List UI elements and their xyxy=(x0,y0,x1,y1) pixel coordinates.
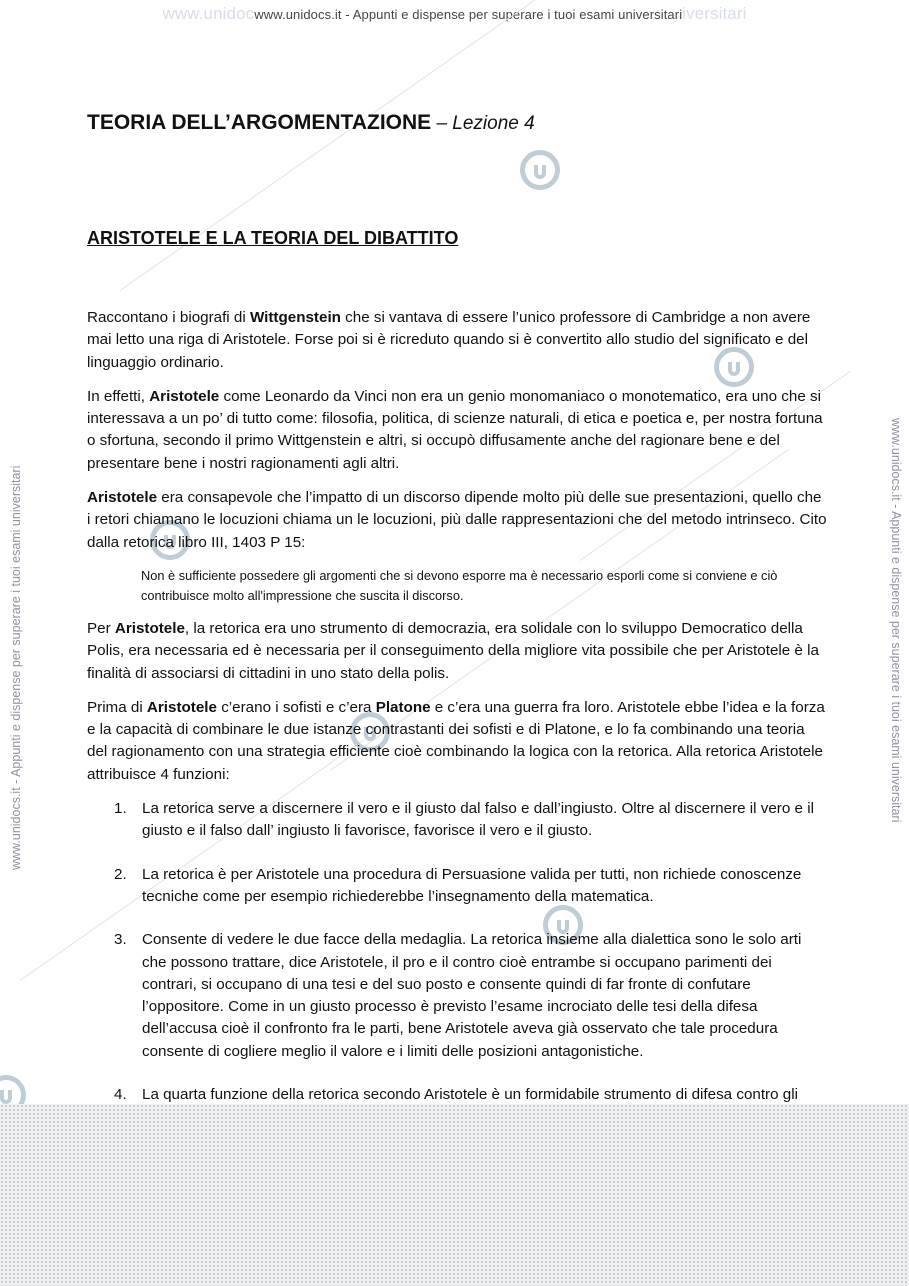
text-run: c’erano i sofisti e c’era xyxy=(216,698,376,716)
list-number: 2. xyxy=(114,865,127,883)
watermark-top-text: www.unidocs.it - Appunti e dispense per superare i tuoi esami universitari xyxy=(254,7,683,22)
section-heading: ARISTOTELE E LA TEORIA DEL DIBATTITO xyxy=(87,228,459,248)
list-text: La retorica è per Aristotele una procedura di Persuasione valida per tutti, non richiede conoscenze tecniche come per esempio richiederebbe l’insegnamento della matematica. xyxy=(142,865,802,905)
watermark-side-left: www.unidocs.it - Appunti e dispense per superare i tuoi esami universitari xyxy=(9,465,23,870)
bold-name: Platone xyxy=(375,698,431,716)
watermark-ghost-left: www.unidoc xyxy=(162,4,255,23)
page-title xyxy=(87,108,827,139)
paragraph xyxy=(87,697,827,786)
title-main: TEORIA DELL’ARGOMENTAZIONE xyxy=(87,111,432,134)
list-number: 3. xyxy=(114,931,127,949)
text-run: che si vantava di essere l’unico professore di Cambridge a non avere mai letto una riga di Aristotele. Forse poi si è ricreduto quando si è convertito allo studio del significato e del linguaggio ordinario. xyxy=(87,309,811,371)
document-body xyxy=(87,307,827,1150)
list-text: Consente di vedere le due facce della medaglia. La retorica insieme alla dialettica sono le solo arti che possono trattare, dice Aristotele, il pro e il contro cioè entrambe si occupano parimenti dei contrari, si occupano di una tesi e del suo posto e consente quindi di far fronte di confutare l’oppositore. Come in un giusto processo è previsto l’esame incrociato delle tesi della difesa dell’accusa cioè il confronto fra le parti, bene Aristotele aveva già osservato che tale procedura consente di cogliere meglio il valore e i limiti delle posizioni antagonistiche. xyxy=(142,931,802,1060)
text-run: e c’era una guerra fra loro. Aristotele ebbe l’idea e la forza e la capacità di combinare le due istanze contrastanti dei sofisti e di Platone, e lo fa combinando una teoria del ragionamento con una strategia efficiente cioè combinando la logica con la retorica. Alla retorica Aristotele attribuisce 4 funzioni: xyxy=(87,698,825,783)
watermark-header xyxy=(0,4,909,24)
text-run: Prima di xyxy=(87,698,147,716)
list-text: La retorica serve a discernere il vero e il giusto dal falso e dall’ingiusto. Oltre al discernere il vero e il giusto e il falso dall’ ingiusto li favorisce, favorisce il vero e il giusto. xyxy=(142,800,814,840)
watermark-side-right: www.unidocs.it - Appunti e dispense per superare i tuoi esami universitari xyxy=(889,418,903,823)
text-run: Per xyxy=(87,619,115,637)
list-item xyxy=(87,929,827,1063)
block-quote: Non è sufficiente possedere gli argomenti che si devono esporre ma è necessario esporli come si conviene e ciò contribuisce molto all'impressione che suscita il discorso. xyxy=(141,567,778,603)
document-header xyxy=(87,108,827,139)
list-item xyxy=(87,864,827,909)
bold-name: Aristotele xyxy=(87,489,158,507)
bold-name: Wittgenstein xyxy=(249,309,341,326)
functions-list xyxy=(87,798,827,1129)
list-number: 4. xyxy=(114,1086,127,1104)
bold-name: Aristotele xyxy=(146,698,217,716)
unidocs-logo-icon xyxy=(520,150,560,190)
paragraph xyxy=(87,487,827,554)
paragraph xyxy=(87,386,827,475)
text-run: , la retorica era uno strumento di democrazia, era solidale con lo sviluppo Democratico della Polis, era necessaria ed è necessaria per il conseguimento della migliore vita possibile che per Aristotele è la finalità di associarsi di cittadini in uno stato della polis. xyxy=(87,619,819,682)
paragraph xyxy=(87,307,827,374)
text-run: era consapevole che l’impatto di un discorso dipende molto più delle sue presentazioni, quello che i retori chiamano le locuzioni chiama un le locuzioni, più dalle rappresentazioni che del metodo intrinseco. Cito dalla retorica libro III, 1403 P 15: xyxy=(87,489,827,551)
bold-name: Aristotele xyxy=(149,387,220,405)
watermark-ghost-right: iversitari xyxy=(682,4,747,23)
preview-cutoff-overlay xyxy=(0,1104,909,1286)
list-item xyxy=(87,798,827,843)
list-number: 1. xyxy=(114,800,127,818)
list-text: La quarta funzione della retorica secondo Aristotele è un formidabile strumento di difesa contro gli xyxy=(142,1086,798,1104)
title-subtitle: Lezione 4 xyxy=(452,113,535,134)
title-dash: – xyxy=(431,113,453,134)
paragraph xyxy=(87,618,827,685)
bold-name: Aristotele xyxy=(114,619,185,637)
text-run: In effetti, xyxy=(87,387,150,405)
text-run: Raccontano i biografi di xyxy=(87,309,250,326)
text-run: come Leonardo da Vinci non era un genio monomaniaco o monotematico, era uno che si interessava a un po’ di tutto come: filosofia, politica, di scienze naturali, di etica e poetica e, per nostra fortuna o sfortuna, secondo il primo Wittgenstein e altri, si occupò diffusamente anche del ragionare bene e del presentare bene i nostri ragionamenti agli altri. xyxy=(87,387,823,472)
